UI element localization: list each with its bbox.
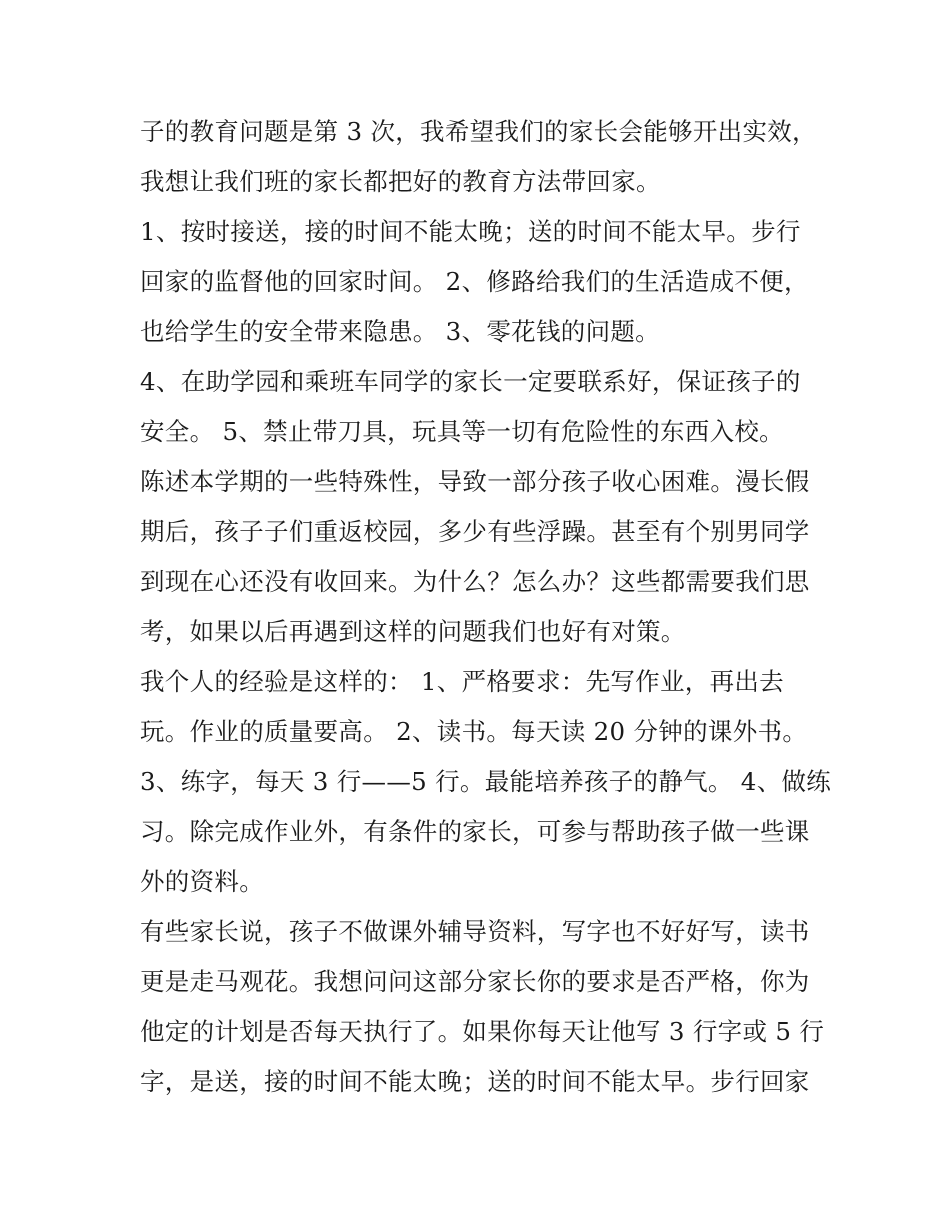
text-line: 字，是送，接的时间不能太晚；送的时间不能太早。步行回家 bbox=[140, 1067, 810, 1096]
text-line: 他定的计划是否每天执行了。如果你每天让他写 3 行字或 5 行 bbox=[140, 1017, 825, 1046]
text-line: 陈述本学期的一些特殊性，导致一部分孩子收心困难。漫长假 bbox=[140, 467, 810, 496]
text-line: 1、按时接送，接的时间不能太晚；送的时间不能太早。步行 bbox=[140, 217, 801, 246]
text-line: 4、在助学园和乘班车同学的家长一定要联系好，保证孩子的 bbox=[140, 367, 801, 396]
text-line: 有些家长说，孩子不做课外辅导资料，写字也不好好写，读书 bbox=[140, 917, 810, 946]
text-line: 外的资料。 bbox=[140, 867, 264, 896]
text-line: 考，如果以后再遇到这样的问题我们也好有对策。 bbox=[140, 617, 686, 646]
text-line: 我个人的经验是这样的： 1、严格要求：先写作业，再出去 bbox=[140, 667, 784, 696]
text-line: 玩。作业的质量要高。 2、读书。每天读 20 分钟的课外书。 bbox=[140, 717, 808, 746]
text-line: 回家的监督他的回家时间。 2、修路给我们的生活造成不便， bbox=[140, 267, 809, 296]
text-line: 子的教育问题是第 3 次，我希望我们的家长会能够开出实效， bbox=[140, 117, 817, 146]
text-line: 安全。 5、禁止带刀具，玩具等一切有危险性的东西入校。 bbox=[140, 417, 784, 446]
text-line: 更是走马观花。我想问问这部分家长你的要求是否严格，你为 bbox=[140, 967, 810, 996]
text-line: 习。除完成作业外，有条件的家长，可参与帮助孩子做一些课 bbox=[140, 817, 810, 846]
body-text bbox=[140, 107, 830, 1107]
text-line: 3、练字，每天 3 行——5 行。最能培养孩子的静气。 4、做练 bbox=[140, 767, 832, 796]
text-line: 期后，孩子子们重返校园，多少有些浮躁。甚至有个别男同学 bbox=[140, 517, 810, 546]
text-line: 也给学生的安全带来隐患。 3、零花钱的问题。 bbox=[140, 317, 660, 346]
text-line: 到现在心还没有收回来。为什么？怎么办？这些都需要我们思 bbox=[140, 567, 810, 596]
text-line: 我想让我们班的家长都把好的教育方法带回家。 bbox=[140, 167, 661, 196]
